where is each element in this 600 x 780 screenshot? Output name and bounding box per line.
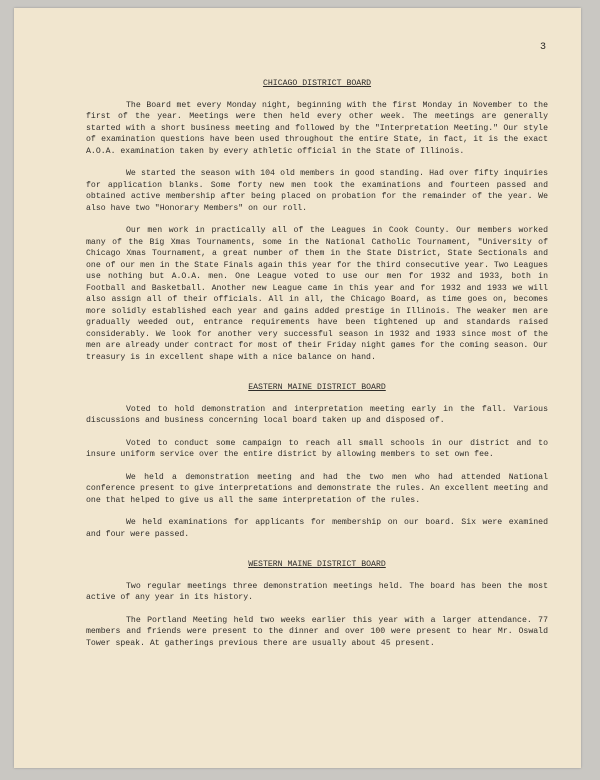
section-title: EASTERN MAINE DISTRICT BOARD [248, 383, 386, 392]
paragraph: The Board met every Monday night, beginning with the first Monday in November to the first of the year. Meetings were then held every other week. The meetings are generally started with a short business meeting and followed by the "Interpretation Meeting." Our style of examination questions have been used throughout the entire State, in fact, it is the exact A.O.A. examination taken by every athletic official in the State of Illinois. [86, 100, 548, 156]
document-body [86, 78, 548, 660]
paragraph: Two regular meetings three demonstration meetings held. The board has been the most active of any year in its history. [86, 581, 548, 602]
section-title: WESTERN MAINE DISTRICT BOARD [248, 560, 386, 569]
section-eastern-maine [86, 382, 548, 540]
paragraph: We started the season with 104 old members in good standing. Had over fifty inquiries for application blanks. Some forty new men took the examinations and fourteen passed and obtained active membership after being placed on probation for the remainder of the year. We also have two "Honorary Members" on our roll. [86, 169, 548, 213]
section-title: CHICAGO DISTRICT BOARD [262, 79, 372, 88]
section-chicago [86, 78, 548, 363]
paragraph: The Portland Meeting held two weeks earlier this year with a larger attendance. 77 members and friends were present to the dinner and over 100 were present to hear Mr. Oswald Tower speak. At gatherings previous there are usually about 45 present. [86, 615, 548, 648]
paragraph: Our men work in practically all of the Leagues in Cook County. Our members worked many of the Big Xmas Tournaments, some in the National Catholic Tournament, "University of Chicago Xmas Tournament, a great number of them in the State District, State Sectionals and one of our men in the State Finals again this year for the third consecutive year. Two Leagues use nothing but A.O.A. men. One League voted to use our men for 1932 and 1933, both in Football and Basketball. Another new League came in this year and for 1932 and 1933 we will also assign all of their officials. All in all, the Chicago Board, as time goes on, becomes more solidly established each year and gains added prestige in Illinois. The weaker men are gradually weeded out, entrance requirements have been tightened up and standards raised considerably. We look for another very successful season in 1932 and 1933 since most of the men are already under contract for most of their Friday night games for the coming season. Our treasury is in excellent shape with a nice balance on hand. [86, 226, 548, 362]
page-number: 3 [539, 42, 546, 53]
section-western-maine [86, 559, 548, 649]
paragraph: Voted to conduct some campaign to reach all small schools in our district and to insure uniform service over the entire district by allowing members to set own fee. [86, 438, 548, 459]
paragraph: We held a demonstration meeting and had the two men who had attended National conference present to give interpretations and demonstrate the rules. An excellent meeting and one that helped to give us all the same interpretation of the rules. [86, 472, 548, 505]
paragraph: Voted to hold demonstration and interpretation meeting early in the fall. Various discussions and business concerning local board taken up and disposed of. [86, 404, 548, 425]
paragraph: We held examinations for applicants for membership on our board. Six were examined and four were passed. [86, 518, 548, 539]
document-page [14, 8, 581, 768]
